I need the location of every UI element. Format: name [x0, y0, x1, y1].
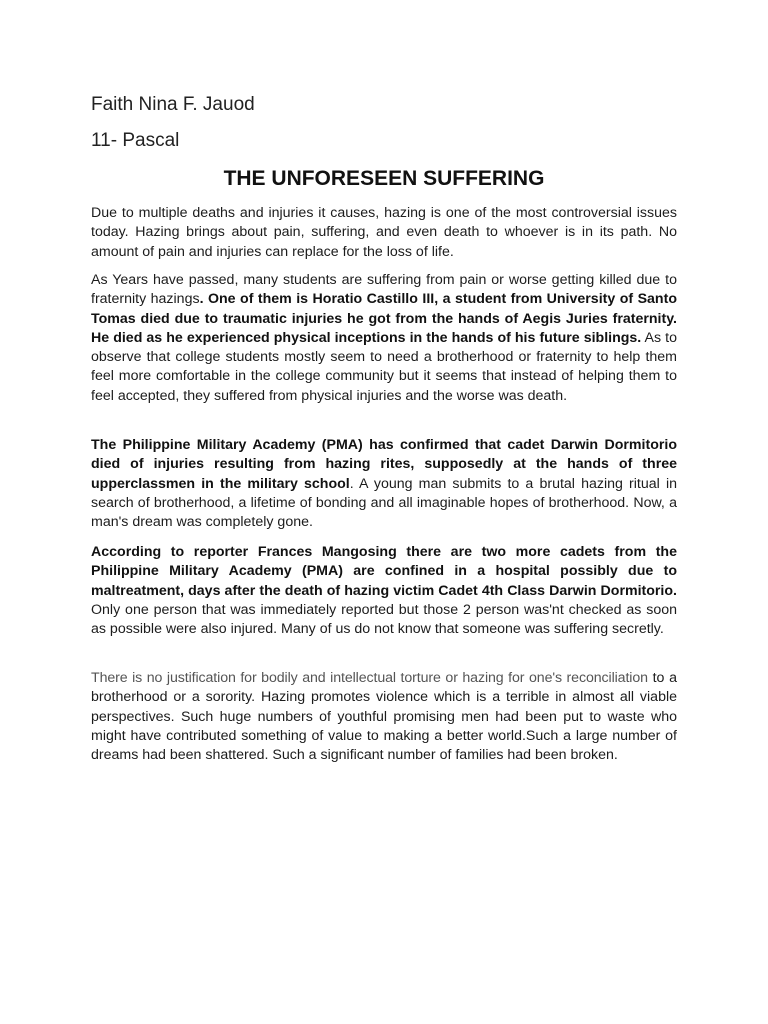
paragraph-conclusion: [91, 669, 677, 765]
paragraph-castillo: [91, 271, 677, 406]
class-section: 11- Pascal: [91, 130, 180, 151]
paragraph-dormitorio: [91, 436, 677, 532]
paragraph-light-text: There is no justification for bodily and intellectual torture or hazing for one's reconciliation: [91, 670, 648, 686]
paragraph-text: As to observe that college students mostly seem to need a brotherhood or fraternity to help them feel more comfortable in the college community but it seems that instead of helping them to feel accepted, they suffered from physical injuries and the worse was death.: [91, 329, 677, 404]
paragraph-text: As Years have passed, many students are suffering from pain or worse getting killed due to fraternity hazings: [91, 272, 677, 308]
paragraph-text: . A young man submits to a brutal hazing ritual in search of brotherhood, a lifetime of bonding and all imaginable hopes of brotherhood. Now, a man's dream was completely gone.: [91, 475, 677, 531]
author-name: Faith Nina F. Jauod: [91, 94, 255, 115]
document-title: THE UNFORESEEN SUFFERING: [223, 167, 545, 190]
paragraph-text: to a brotherhood or a sorority. Hazing promotes violence which is a terrible in almost all viable perspectives. Such huge numbers of youthful promising men had been put to waste who might have contributed something of value to making a better world.Such a large number of dreams had been shattered. Such a significant number of families had been broken.: [91, 670, 677, 764]
paragraph-mangosing: [91, 543, 677, 639]
paragraph-bold-text: According to reporter Frances Mangosing there are two more cadets from the Philippine Military Academy (PMA) are confined in a hospital possibly due to maltreatment, days after the death of hazing victim Cadet 4th Class Darwin Dormitorio.: [91, 544, 677, 599]
paragraph-text: Only one person that was immediately reported but those 2 person was'nt checked as soon as possible were also injured. Many of us do not know that someone was suffering secretly.: [91, 601, 677, 638]
paragraph-bold-text: The Philippine Military Academy (PMA) has confirmed that cadet Darwin Dormitorio died of injuries resulting from hazing rites, supposedly at the hands of three upperclassmen in the military school: [91, 437, 677, 492]
paragraph-intro: Due to multiple deaths and injuries it causes, hazing is one of the most controversial issues today. Hazing brings about pain, suffering, and even death to whoever is in its path. No amount of pain and injuries can replace for the loss of life.: [91, 205, 677, 260]
paragraph-bold-text: . One of them is Horatio Castillo III, a student from University of Santo Tomas died due to traumatic injuries he got from the hands of Aegis Juries fraternity. He died as he experienced physical inceptions in the hands of his future siblings.: [91, 291, 677, 346]
